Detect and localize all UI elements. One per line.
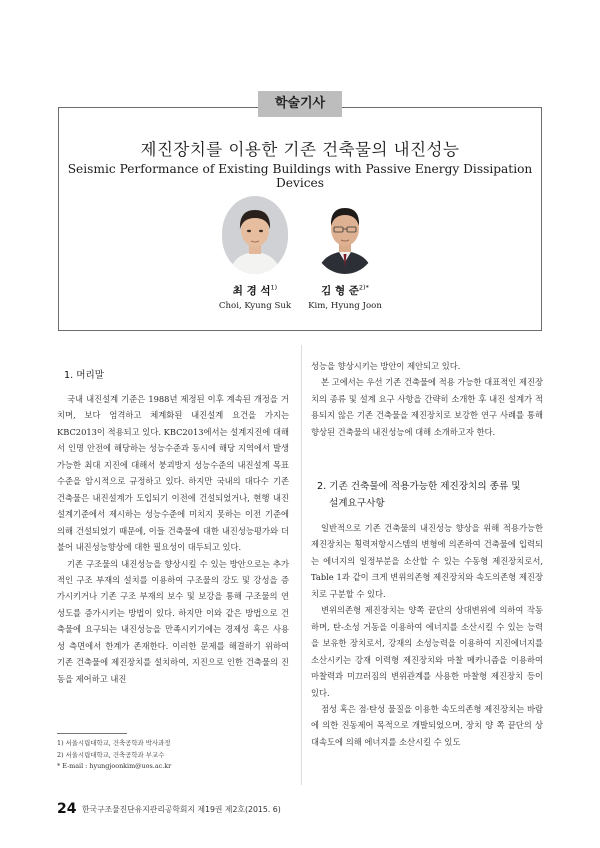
column-gutter	[301, 345, 302, 785]
page-number: 24	[57, 801, 77, 817]
footnotes	[57, 738, 289, 773]
author-photo-choi	[222, 196, 288, 274]
author-name-korean-1: 최 경 석$^{1)}$	[232, 283, 278, 297]
footnote-email: * E-mail : hyungjoonkim@uos.ac.kr	[57, 762, 172, 770]
paragraph: 국내 내진설계 기준은 1988년 제정된 이후 계속된 개정을 거치며, 보다 엄격하고 체계화된 내진설계 요건을 가지는 KBC2013이 적용되고 있다. KBC2013에서는 설계지진에 대해서 인명 안전에 해당하는 성능수준과 동시에 해당 지역에서 발생 가능한 최대 지진에 대해서 붕괴방지 성능수준의 내진설계 목표수준을 암시적으로 규정하고 있다. 하지만 국내의 대다수 기존 건축물은 내진설계가 도입되기 이전에 건설되었거나, 현행 내진설계기준에서 제시하는 성능수준에 미치지 못하는 이전 기준에 의해 건설되었기 때문에, 이들 건축물에 대한 내진성능평가와 더불어 내진성능향상에 대한 필요성이 대두되고 있다.	[57, 394, 289, 553]
author-name-english-2: Kim, Hyung Joon	[308, 301, 382, 311]
footnote-2: 2) 서울시립대학교, 건축공학과 부교수	[57, 750, 165, 759]
paragraph: 본 고에서는 우선 기존 건축물에 적용 가능한 대표적인 제진장치의 종류 및 설계 요구 사항을 간략히 소개한 후 내진 설계가 적용되지 않은 기존 건축물을 제진장치로 보강한 연구 사례를 통해 향상된 건축물의 내진성능에 대해 소개하고자 한다.	[311, 377, 543, 437]
right-column-top	[311, 358, 543, 440]
left-column-body	[57, 391, 289, 687]
author-name-english-1: Choi, Kyung Suk	[218, 301, 292, 311]
footnote-divider	[57, 733, 127, 734]
footnote-1: 1) 서울시립대학교, 건축공학과 박사과정	[57, 739, 171, 747]
journal-citation: 한국구조물진단유지관리공학회지 제19권 제2호(2015. 6)	[82, 805, 281, 814]
paragraph: 점성 혹은 점·탄성 물질을 이용한 속도의존형 제진장치는 바람에 의한 진동제어 목적으로 개발되었으며, 장치 양 쪽 끝단의 상대속도에 의해 에너지를 소산시킬 수 있도	[311, 703, 543, 747]
paragraph: 변위의존형 제진장치는 양쪽 끝단의 상대변위에 의하여 작동하며, 탄-소성 거동을 이용하여 에너지를 소산시킬 수 있는 능력을 보유한 장치로서, 강재의 소성능력을 이용하여 지진에너지를 소산시키는 강재 이력형 제진장치와 마찰 메카니즘을 이용하여 마찰력과 미끄러짐의 변위관계를 사용한 마찰형 제진장치 등이 있다.	[311, 605, 543, 698]
paragraph: 일반적으로 기존 건축물의 내진성능 향상을 위해 적용가능한 제진장치는 횡력저항시스템의 변형에 의존하여 건축물에 입력되는 에너지의 일정부분을 소산할 수 있는 수동형 제진장치로서, Table 1과 같이 크게 변위의존형 제진장치와 속도의존형 제진장치로 구분할 수 있다.	[311, 523, 543, 599]
article-title-english: Seismic Performance of Existing Buildings with Passive Energy Dissipation Devices	[67, 162, 533, 190]
right-column-bottom	[311, 520, 543, 750]
category-badge: 학술기사	[258, 91, 342, 117]
section-1-heading: 1. 머리말	[64, 370, 105, 381]
author-photo-kim	[312, 196, 378, 274]
article-title-korean: 제진장치를 이용한 기존 건축물의 내진성능	[140, 140, 460, 159]
section-2-heading: 2. 기존 건축물에 적용가능한 제진장치의 종류 및 설계요구사항	[317, 481, 521, 509]
paragraph: 기존 구조물의 내진성능을 향상시킬 수 있는 방안으로는 추가적인 구조 부재의 설치를 이용하여 구조물의 강도 및 강성을 증가시키거나 기존 구조 부재의 보수 및 보강을 통해 구조물의 연성도를 증가시키는 방법이 있다. 하지만 이와 같은 방법으로 건축물에 요구되는 내진성능을 만족시키기에는 경제성 혹은 사용성 측면에서 한계가 존재한다. 이러한 문제를 해결하기 위하여 기존 건축물에 제진장치를 설치하여, 지진으로 인한 건축물의 진동을 제어하고 내진	[57, 558, 289, 684]
paragraph: 성능을 향상시키는 방안이 제안되고 있다.	[311, 361, 461, 371]
author-name-korean-2: 김 형 준$^{2)*}$	[321, 283, 369, 297]
